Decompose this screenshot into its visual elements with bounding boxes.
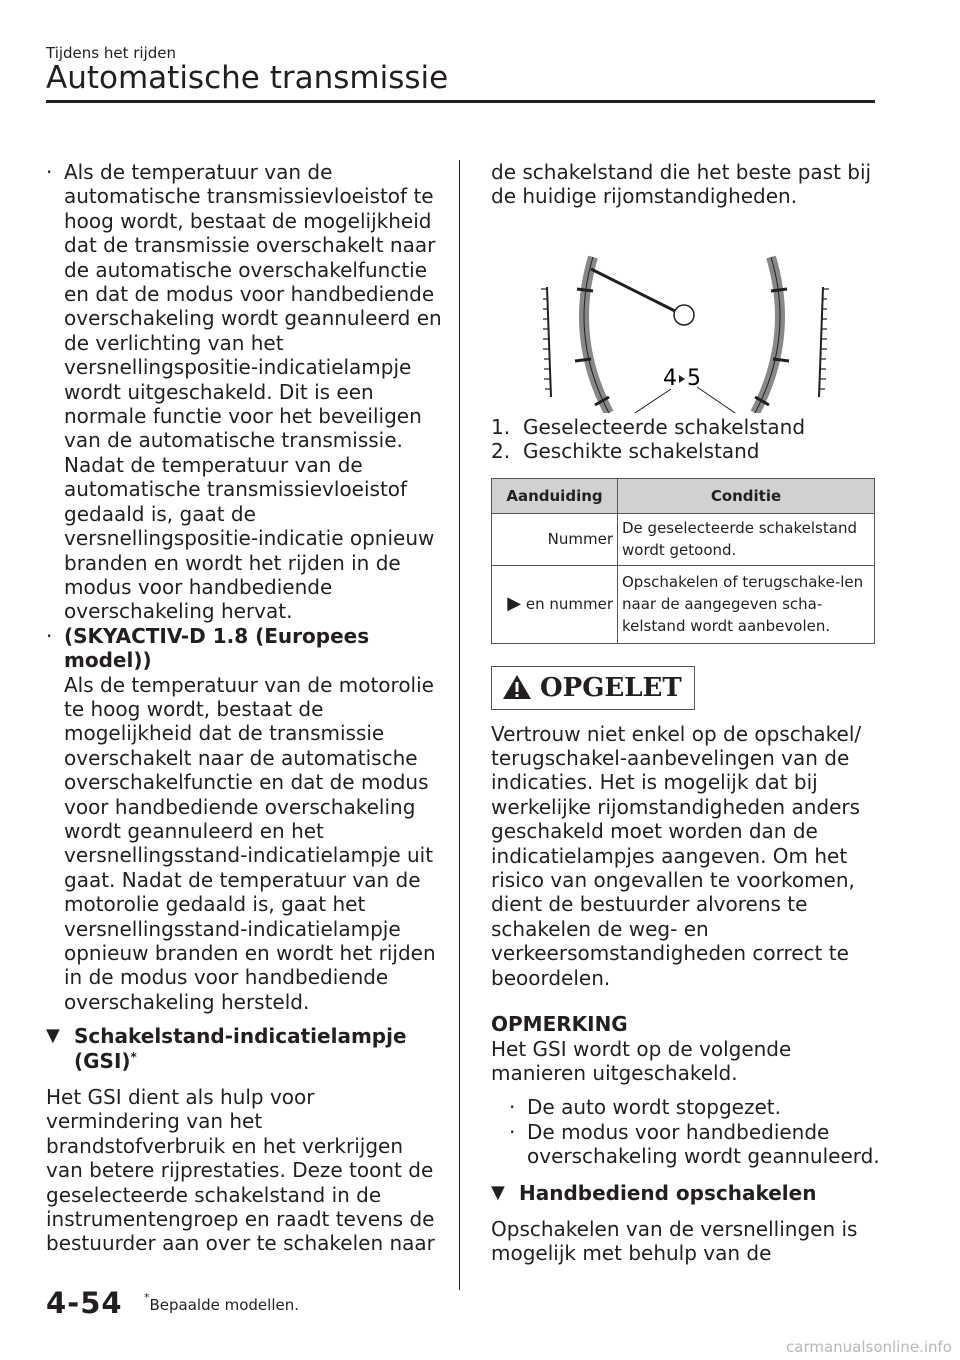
list-item: · De auto wordt stopgezet. [509, 1095, 781, 1120]
header-section: Tijdens het rijden [46, 44, 177, 62]
table-row [492, 565, 875, 643]
heading-line1: Schakelstand-indicatielampje [74, 1024, 407, 1049]
right-column [491, 160, 881, 1266]
bullet-transmission-temp [46, 160, 446, 624]
table-row [492, 513, 875, 565]
footnote: *Bepaalde modellen. [144, 1291, 299, 1314]
note-bullets [491, 1095, 881, 1168]
gsi-illustration [491, 217, 881, 413]
down-triangle-icon: ▼ [46, 1025, 60, 1047]
list-item: 2. Geschikte schakelstand [491, 439, 760, 464]
table-cell: De geselecteerde schakelstand wordt getoond. [618, 513, 875, 565]
table-cell: ▶ en nummer [492, 565, 618, 643]
table-cell: Opschakelen of terugschake-len naar de aangegeven scha-kelstand wordt aanbevolen. [618, 565, 875, 643]
caution-label: OPGELET [540, 672, 682, 703]
caution-box [491, 666, 695, 710]
last-paragraph: Opschakelen van de versnellingen is mogelijk met behulp van de [491, 1216, 858, 1266]
list-item: · De modus voor handbediende overschakeling wordt geannuleerd. [509, 1119, 880, 1169]
gsi-table [491, 478, 875, 644]
warning-triangle-icon [502, 674, 532, 700]
down-triangle-icon: ▼ [491, 1181, 505, 1203]
bullet-text: Als de temperatuur van de motorolie te hoog wordt, bestaat de mogelijkheid dat de transmissie overschakelt naar de automatische overschakelfunctie en dat de modus voor handbediende overschakeling wordt geannuleerd en het versnellingsstand-indicatielampje uit gaat. Nadat de temperatuur van de motorolie gedaald is, gaat het versnellingsstand-indicatielampje opnieuw branden en wordt het rijden in de modus voor handbediende overschakeling hersteld. [64, 672, 436, 1014]
list-item: 1. Geselecteerde schakelstand [491, 414, 806, 439]
gauge-illustration [491, 217, 881, 413]
header-rule [46, 100, 875, 103]
column-divider [459, 160, 460, 1290]
right-triangle-icon: ▶ [507, 593, 522, 615]
readout-selected: 4 [663, 365, 677, 391]
bullet-dot: · [509, 1095, 516, 1120]
bullet-skyactiv [46, 624, 446, 1015]
heading-line2: (GSI) [74, 1048, 131, 1073]
gsi-paragraph: Het GSI dient als hulp voor vermindering van het brandstofverbruik en het verkrijgen van betere rijprestaties. Deze toont de geselecteerde schakelstand in de instrumentengroep en raadt tevens de bestuurder aan over te schakelen naar [46, 1085, 435, 1256]
section-heading-gsi [46, 1024, 446, 1073]
table-header: Aanduiding [492, 478, 618, 513]
asterisk-marker: * [130, 1049, 137, 1064]
bullet-dot: · [509, 1119, 516, 1144]
page-number: 4-54 [46, 1286, 123, 1320]
readout-suggested: 5 [687, 365, 701, 391]
note-text: Het GSI wordt op de volgende manieren uitgeschakeld. [491, 1036, 792, 1085]
asterisk-marker: * [144, 1291, 150, 1304]
callout-legend [491, 415, 881, 464]
table-header-row [492, 478, 875, 513]
section-heading-manual-upshift: ▼ Handbediend opschakelen [491, 1180, 817, 1205]
right-triangle-icon [679, 375, 685, 383]
watermark: carmanualsonline.info [786, 1338, 952, 1356]
bullet-dot: · [46, 623, 53, 648]
caution-text: Vertrouw niet enkel op de opschakel/ terugschakel-aanbevelingen van de indicaties. Het is mogelijk dat bij werkelijke rijomstandigheden anders geschakeld moet worden dan de indicatielampjes aangeven. Om het risico van ongevallen te voorkomen, dient de bestuurder alvorens te schakelen de weg- en verkeersomstandigheden correct te beoordelen. [491, 721, 862, 990]
bullet-dot: · [46, 160, 53, 184]
table-header: Conditie [618, 478, 875, 513]
note-title: OPMERKING [491, 1012, 628, 1037]
page-title: Automatische transmissie [46, 60, 449, 96]
table-cell: Nummer [492, 513, 618, 565]
bullet-text: Als de temperatuur van de automatische transmissievloeistof te hoog wordt, bestaat de mogelijkheid dat de transmissie overschakelt naar de automatische overschakelfunctie en dat de modus voor handbediende overschakeling wordt geannuleerd en de verlichting van het versnellingspositie-indicatielampje wordt uitgeschakeld. Dit is een normale functie voor het beveiligen van de automatische transmissie. Nadat de temperatuur van de automatische transmissievloeistof gedaald is, gaat de versnellingspositie-indicatie opnieuw branden en wordt het rijden in de modus voor handbediende overschakeling hervat. [64, 160, 442, 624]
bullet-title: (SKYACTIV-D 1.8 (Europees model)) [64, 623, 370, 673]
left-column [46, 160, 446, 1256]
continued-paragraph: de schakelstand die het beste past bij de huidige rijomstandigheden. [491, 160, 872, 209]
